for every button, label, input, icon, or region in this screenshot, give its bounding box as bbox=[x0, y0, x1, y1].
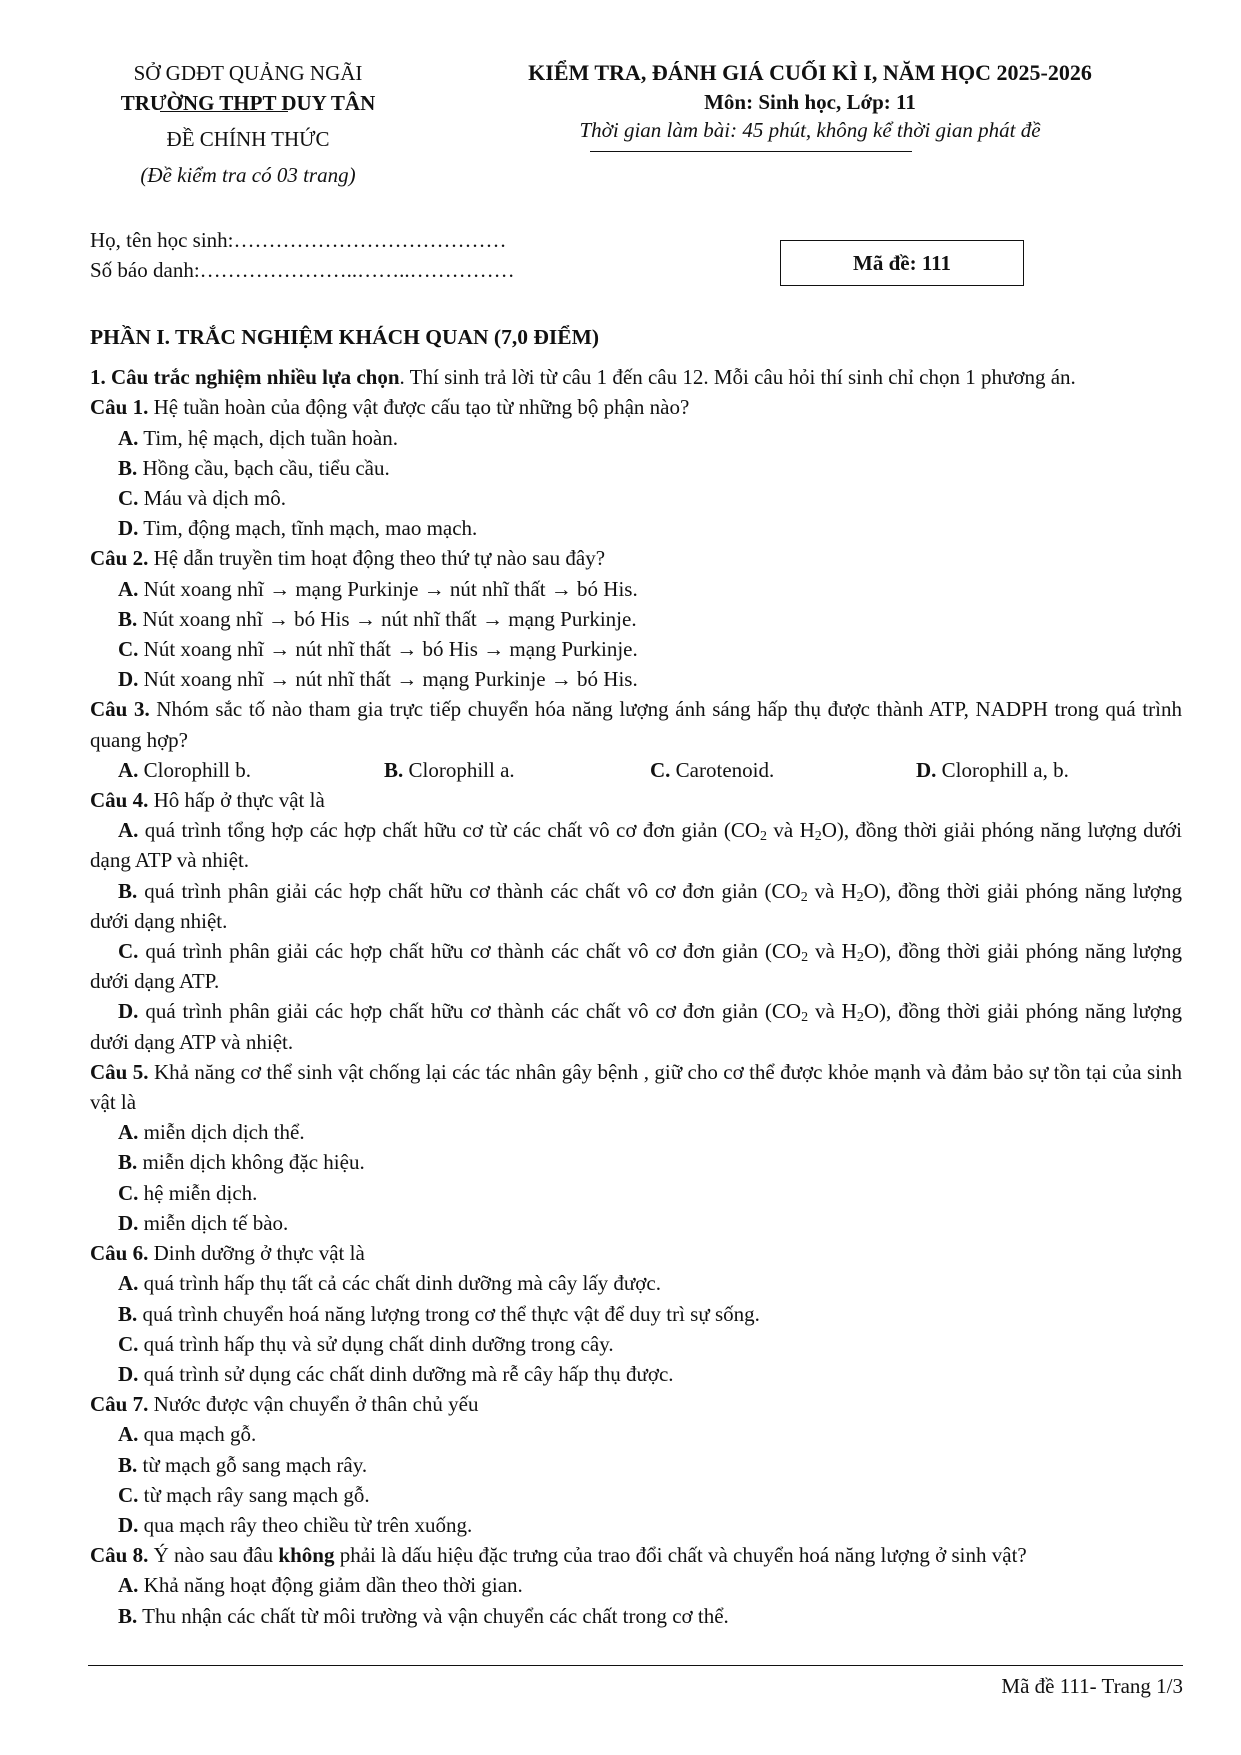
footer-rule bbox=[88, 1665, 1183, 1666]
question-2 bbox=[90, 543, 1182, 573]
exam-subject: Môn: Sinh học, Lớp: 11 bbox=[704, 90, 916, 114]
option-c: C. Carotenoid. bbox=[650, 757, 775, 782]
option-d: D. Nút xoang nhĩ → nút nhĩ thất → mạng Purkinje → bó His. bbox=[118, 667, 638, 692]
option-d: D. miễn dịch tế bào. bbox=[118, 1210, 289, 1235]
option-d: D. Clorophill a, b. bbox=[916, 757, 1069, 782]
question-label: Câu 4. bbox=[90, 788, 149, 813]
option-d: D. Tim, động mạch, tĩnh mạch, mao mạch. bbox=[118, 516, 478, 541]
option-d: D. quá trình phân giải các hợp chất hữu cơ thành các chất vô cơ đơn giản ($CO_2$ và $H_2O$), đồng thời giải phóng năng lượng dưới dạng ATP và nhiệt. bbox=[90, 999, 1182, 1054]
option-b: B. Clorophill a. bbox=[384, 757, 515, 782]
option-a: A. quá trình hấp thụ tất cả các chất dinh dưỡng mà cây lấy được. bbox=[118, 1271, 661, 1296]
question-label: Câu 8. bbox=[90, 1543, 149, 1568]
department-name: SỞ GDĐT QUẢNG NGÃI bbox=[133, 61, 363, 85]
question-text: Hô hấp ở thực vật là bbox=[148, 788, 325, 813]
option-b: B. Nút xoang nhĩ → bó His → nút nhĩ thất → mạng Purkinje. bbox=[118, 606, 637, 631]
question-text: Nhóm sắc tố nào tham gia trực tiếp chuyển hóa năng lượng ánh sáng hấp thụ được thành ATP, NADPH trong quá trình quang hợp? bbox=[90, 697, 1182, 752]
option-b: B. Hồng cầu, bạch cầu, tiểu cầu. bbox=[118, 455, 390, 480]
student-id-line: Số báo danh:…………………..……..…………… bbox=[90, 258, 515, 282]
option-c: C. từ mạch rây sang mạch gỗ. bbox=[118, 1482, 370, 1507]
option-c: C. Máu và dịch mô. bbox=[118, 486, 286, 511]
question-label: Câu 2. bbox=[90, 546, 149, 571]
question-6 bbox=[90, 1238, 1182, 1268]
exam-code-box: Mã đề: 111 bbox=[780, 240, 1024, 286]
options-grid bbox=[118, 1117, 1182, 1238]
question-text: Khả năng cơ thể sinh vật chống lại các tác nhân gây bệnh , giữ cho cơ thể được khỏe mạnh và đảm bảo sự tồn tại của sinh vật là bbox=[90, 1059, 1182, 1115]
question-label: Câu 3. bbox=[90, 697, 150, 722]
question-label: Câu 5. bbox=[90, 1059, 149, 1084]
pages-note: (Đề kiểm tra có 03 trang) bbox=[140, 163, 356, 187]
option-a: A. qua mạch gỗ. bbox=[118, 1422, 257, 1447]
title-underline bbox=[590, 151, 912, 152]
header-left bbox=[88, 58, 408, 190]
question-label: Câu 7. bbox=[90, 1392, 149, 1417]
option-a: A. miễn dịch dịch thể. bbox=[118, 1120, 305, 1145]
emphasis-not: không bbox=[278, 1543, 335, 1568]
official-label: ĐỀ CHÍNH THỨC bbox=[166, 127, 330, 151]
school-name: TRƯỜNG THPT DUY TÂN bbox=[120, 91, 376, 115]
option-a: A. Nút xoang nhĩ → mạng Purkinje → nút nhĩ thất → bó His. bbox=[118, 576, 638, 601]
question-1 bbox=[90, 392, 1182, 422]
option-c: C. hệ miễn dịch. bbox=[118, 1180, 258, 1205]
option-a: A. Tim, hệ mạch, dịch tuần hoàn. bbox=[118, 425, 398, 450]
part-title: PHẦN I. TRẮC NGHIỆM KHÁCH QUAN (7,0 ĐIỂM) bbox=[90, 325, 600, 349]
school-underline bbox=[160, 111, 288, 112]
option-d: D. qua mạch rây theo chiều từ trên xuống. bbox=[118, 1512, 473, 1537]
option-b: B. Thu nhận các chất từ môi trường và vận chuyển các chất trong cơ thể. bbox=[118, 1603, 729, 1628]
option-b: B. từ mạch gỗ sang mạch rây. bbox=[118, 1452, 368, 1477]
instruction-text: . Thí sinh trả lời từ câu 1 đến câu 12. Mỗi câu hỏi thí sinh chỉ chọn 1 phương án. bbox=[399, 365, 1076, 390]
page-footer: Mã đề 111- Trang 1/3 bbox=[1001, 1674, 1183, 1698]
instruction-number: 1. bbox=[90, 365, 106, 390]
option-a: A. Khả năng hoạt động giảm dần theo thời gian. bbox=[118, 1573, 523, 1598]
question-label: Câu 1. bbox=[90, 395, 149, 420]
question-text: Dinh dưỡng ở thực vật là bbox=[148, 1241, 365, 1266]
question-text: Hệ dẫn truyền tim hoạt động theo thứ tự nào sau đây? bbox=[148, 546, 606, 571]
question-text: Nước được vận chuyển ở thân chủ yếu bbox=[148, 1392, 479, 1417]
exam-content bbox=[90, 322, 1182, 1631]
option-a: A. Clorophill b. bbox=[118, 757, 252, 782]
question-3 bbox=[90, 694, 1182, 754]
options-row bbox=[118, 755, 1182, 785]
question-text: Hệ tuần hoàn của động vật được cấu tạo từ những bộ phận nào? bbox=[148, 395, 690, 420]
option-c: C. quá trình phân giải các hợp chất hữu cơ thành các chất vô cơ đơn giản ($CO_2$ và $H_2O$), đồng thời giải phóng năng lượng dưới dạng ATP. bbox=[90, 939, 1182, 994]
option-c: C. Nút xoang nhĩ → nút nhĩ thất → bó His → mạng Purkinje. bbox=[118, 637, 638, 662]
question-8: Câu 8. Ý nào sau đâu không phải là dấu hiệu đặc trưng của trao đổi chất và chuyển hoá năng lượng ở sinh vật? bbox=[90, 1543, 1027, 1568]
exam-time: Thời gian làm bài: 45 phút, không kể thời gian phát đề bbox=[579, 118, 1041, 142]
option-b: B. miễn dịch không đặc hiệu. bbox=[118, 1150, 365, 1175]
option-d: D. quá trình sử dụng các chất dinh dưỡng mà rễ cây hấp thụ được. bbox=[118, 1361, 674, 1386]
option-a: A. quá trình tổng hợp các hợp chất hữu cơ từ các chất vô cơ đơn giản ($CO_2$ và $H_2O$), đồng thời giải phóng năng lượng dưới dạng ATP và nhiệt. bbox=[90, 818, 1183, 873]
student-name-line: Họ, tên học sinh:………………………………… bbox=[90, 228, 507, 252]
option-b: B. quá trình phân giải các hợp chất hữu cơ thành các chất vô cơ đơn giản ($CO_2$ và $H_2O$), đồng thời giải phóng năng lượng dưới dạng nhiệt. bbox=[90, 878, 1182, 933]
instruction bbox=[90, 362, 1182, 392]
option-c: C. quá trình hấp thụ và sử dụng chất dinh dưỡng trong cây. bbox=[118, 1331, 614, 1356]
header-right bbox=[470, 58, 1150, 144]
question-4 bbox=[90, 785, 1182, 815]
question-7 bbox=[90, 1389, 1182, 1419]
question-label: Câu 6. bbox=[90, 1241, 149, 1266]
question-5 bbox=[90, 1057, 1182, 1117]
option-b: B. quá trình chuyển hoá năng lượng trong cơ thể thực vật để duy trì sự sống. bbox=[118, 1301, 760, 1326]
exam-title: KIỂM TRA, ĐÁNH GIÁ CUỐI KÌ I, NĂM HỌC 2025-2026 bbox=[528, 60, 1092, 85]
instruction-bold: Câu trắc nghiệm nhiều lựa chọn bbox=[111, 365, 400, 390]
